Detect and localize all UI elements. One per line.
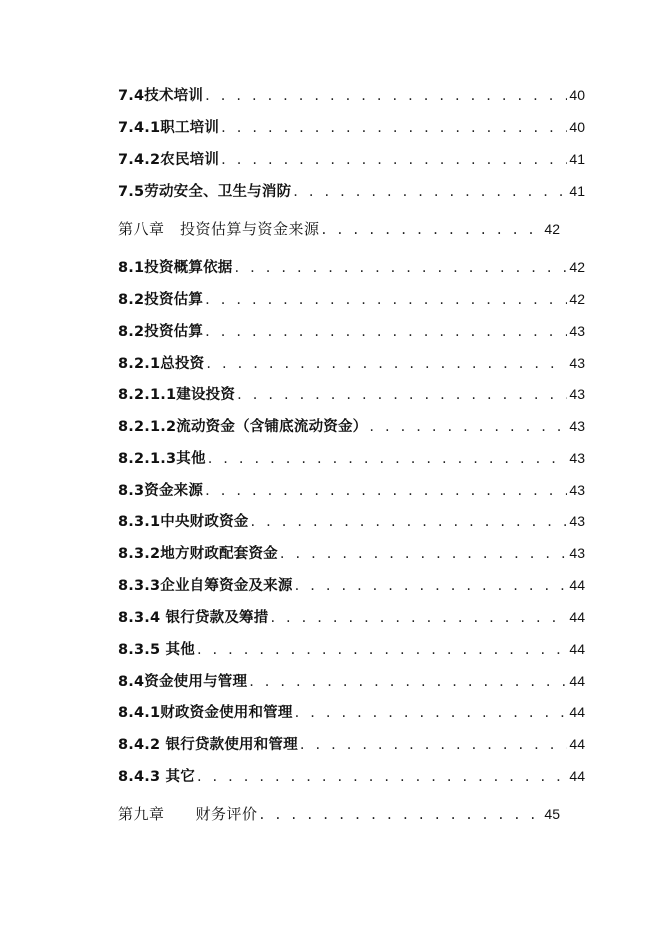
toc-entry-title: 8.4.2 银行贷款使用和管理 — [118, 737, 298, 753]
toc-entry-title: 8.4.1财政资金使用和管理 — [118, 705, 293, 721]
dot-leader — [205, 289, 567, 311]
toc-entry-page-number: 43 — [569, 482, 585, 498]
toc-entry-page-number: 45 — [544, 806, 560, 822]
toc-entry[interactable] — [118, 479, 585, 501]
dot-leader — [221, 117, 567, 139]
toc-entry-page-number: 44 — [569, 673, 585, 689]
toc-entry-page-number: 44 — [569, 704, 585, 720]
toc-entry[interactable] — [118, 288, 585, 310]
dot-leader — [205, 480, 567, 502]
toc-entry-title: 7.4技术培训 — [118, 88, 204, 104]
dot-leader — [280, 543, 568, 565]
toc-entry-page-number: 42 — [569, 259, 585, 275]
toc-entry[interactable] — [118, 447, 585, 469]
toc-entry-page-number: 43 — [569, 418, 585, 434]
toc-entry-title: 8.3.5 其他 — [118, 642, 195, 658]
toc-entry[interactable] — [118, 415, 585, 437]
toc-entry[interactable] — [118, 733, 585, 755]
toc-entry-title: 8.2.1.3其他 — [118, 451, 206, 467]
toc-entry[interactable] — [118, 510, 585, 532]
toc-entry-page-number: 41 — [569, 183, 585, 199]
toc-entry-title: 8.2.1.1建设投资 — [118, 387, 236, 403]
toc-entry-title: 8.4资金使用与管理 — [118, 674, 248, 690]
toc-entry[interactable] — [118, 116, 585, 138]
toc-entry-page-number: 44 — [569, 609, 585, 625]
toc-entry[interactable] — [118, 574, 585, 596]
toc-entry-page-number: 44 — [569, 768, 585, 784]
toc-entry-page-number: 44 — [569, 736, 585, 752]
toc-entry-page-number: 43 — [569, 386, 585, 402]
toc-entry-title: 7.4.2农民培训 — [118, 152, 220, 168]
dot-leader — [300, 734, 568, 756]
toc-entry[interactable] — [118, 701, 585, 723]
toc-entry-title: 8.2投资估算 — [118, 324, 204, 340]
toc-entry-page-number: 41 — [569, 151, 585, 167]
toc-entry-title: 8.2.1.2流动资金（含铺底流动资金） — [118, 419, 368, 435]
toc-entry-title: 8.3.2地方财政配套资金 — [118, 546, 278, 562]
toc-entry-page-number: 42 — [569, 291, 585, 307]
toc-entry[interactable] — [118, 383, 585, 405]
toc-entry[interactable] — [118, 256, 585, 278]
toc-entry-page-number: 43 — [569, 450, 585, 466]
toc-entry-title: 8.4.3 其它 — [118, 769, 195, 785]
dot-leader — [237, 384, 567, 406]
toc-entry[interactable] — [118, 148, 585, 170]
toc-chapter-title: 第九章 财务评价 — [118, 805, 258, 823]
toc-entry[interactable] — [118, 352, 585, 374]
toc-entry-title: 8.3.3企业自筹资金及来源 — [118, 578, 293, 594]
dot-leader — [249, 671, 567, 693]
dot-leader — [205, 85, 567, 107]
toc-entry-page-number: 43 — [569, 355, 585, 371]
toc-entry-title: 8.2投资估算 — [118, 292, 204, 308]
dot-leader — [250, 511, 567, 533]
dot-leader — [322, 218, 543, 240]
dot-leader — [369, 416, 567, 438]
dot-leader — [235, 257, 568, 279]
toc-entry-title: 8.3.1中央财政资金 — [118, 514, 249, 530]
toc-entry-page-number: 43 — [569, 323, 585, 339]
dot-leader — [206, 353, 567, 375]
toc-entry[interactable] — [118, 670, 585, 692]
toc-chapter-entry[interactable] — [118, 218, 560, 240]
toc-entry[interactable] — [118, 638, 585, 660]
toc-chapter-entry[interactable] — [118, 803, 560, 825]
dot-leader — [208, 448, 568, 470]
toc-entry-title: 7.4.1职工培训 — [118, 120, 220, 136]
toc-chapter-title: 第八章 投资估算与资金来源 — [118, 220, 320, 238]
toc-entry-title: 8.3资金来源 — [118, 483, 204, 499]
toc-entry-title: 8.2.1总投资 — [118, 356, 205, 372]
dot-leader — [205, 321, 567, 343]
toc-entry-page-number: 42 — [544, 221, 560, 237]
toc-entry-title: 8.3.4 银行贷款及筹措 — [118, 610, 269, 626]
dot-leader — [197, 639, 567, 661]
dot-leader — [221, 149, 567, 171]
toc-entry[interactable] — [118, 606, 585, 628]
toc-entry-page-number: 40 — [569, 119, 585, 135]
toc-entry-page-number: 40 — [569, 87, 585, 103]
toc-entry[interactable] — [118, 320, 585, 342]
dot-leader — [293, 181, 567, 203]
toc-entry[interactable] — [118, 180, 585, 202]
toc-entry[interactable] — [118, 542, 585, 564]
toc-entry-title: 8.1投资概算依据 — [118, 260, 233, 276]
toc-entry[interactable] — [118, 765, 585, 787]
dot-leader — [295, 702, 568, 724]
toc-entry-page-number: 43 — [569, 545, 585, 561]
toc-entry-page-number: 44 — [569, 641, 585, 657]
toc-entry-page-number: 44 — [569, 577, 585, 593]
dot-leader — [260, 803, 543, 825]
toc-entry[interactable] — [118, 84, 585, 106]
dot-leader — [197, 766, 567, 788]
toc-entry-page-number: 43 — [569, 513, 585, 529]
toc-entry-title: 7.5劳动安全、卫生与消防 — [118, 184, 292, 200]
dot-leader — [270, 607, 567, 629]
dot-leader — [295, 575, 568, 597]
